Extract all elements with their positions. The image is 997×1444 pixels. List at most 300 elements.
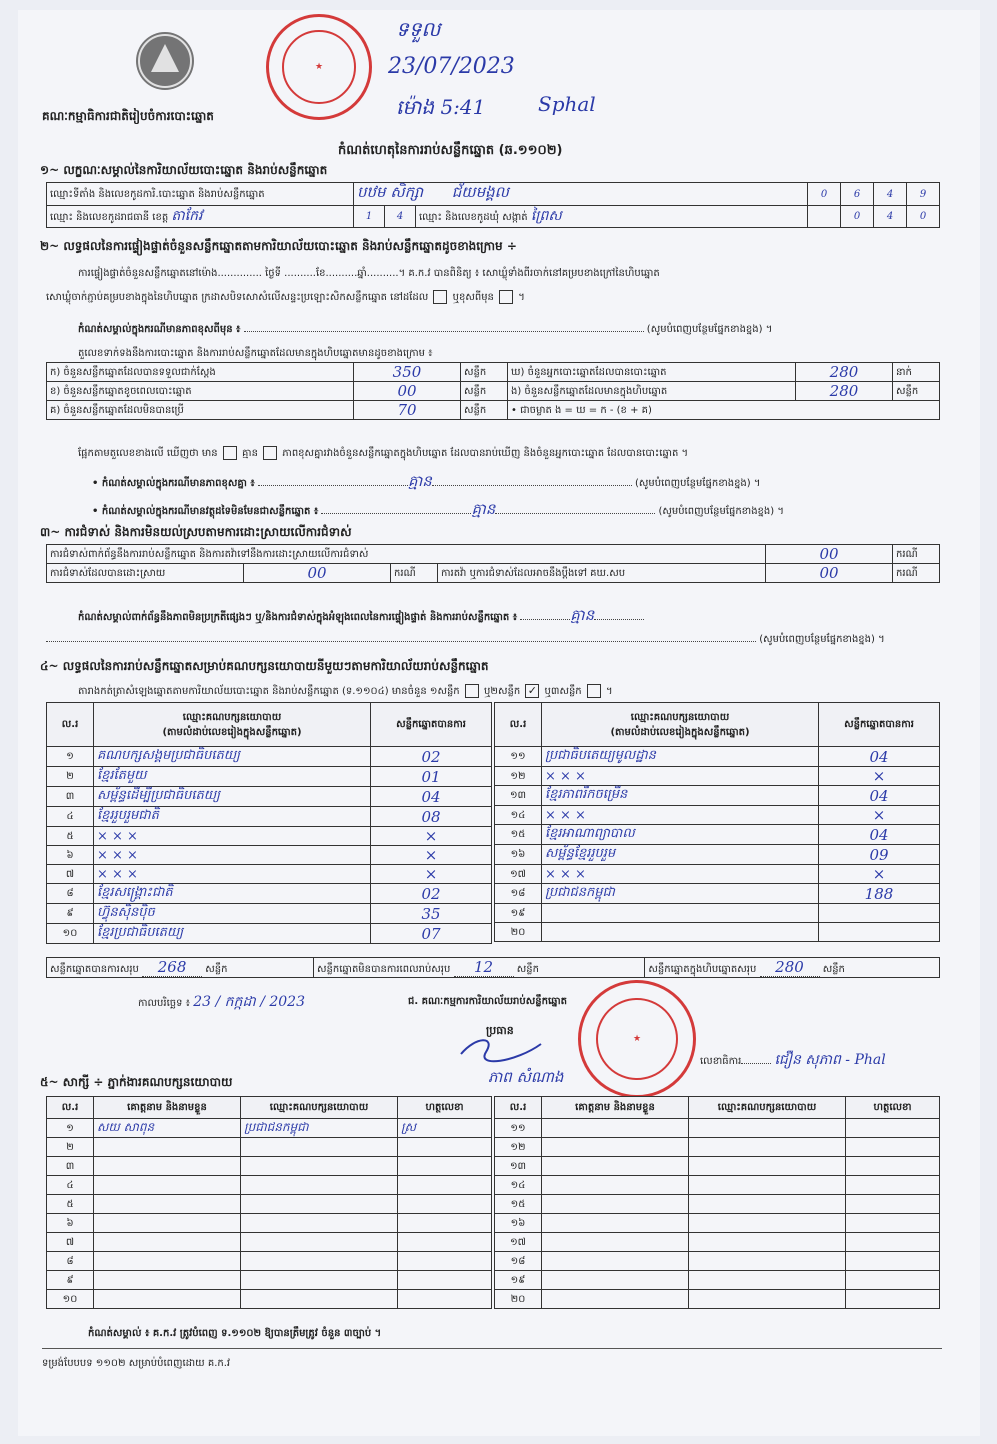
sec3-note-line xyxy=(46,632,956,647)
result-votes: 35 xyxy=(371,904,492,924)
fig-e-label: ង) ចំនួនសន្លឹកឆ្នោតដែលមានក្នុងហិបឆ្នោត xyxy=(508,382,796,401)
witness-signature[interactable] xyxy=(398,1290,492,1309)
witness-no: ១៥ xyxy=(495,1195,542,1214)
sec1-code3-1: 4 xyxy=(874,206,907,228)
witness-signature[interactable] xyxy=(398,1157,492,1176)
date-value: 23 / កក្កដា / 2023 xyxy=(193,994,305,1010)
result-party: ខ្មែរអាណាព្យាបាល xyxy=(542,825,819,845)
sec2-p2: សោឃ្លុំចាក់ភ្ជាប់គម្របខាងក្នុងនៃហិបឆ្នោត ក្រដាសបិទសោសំលើសន្ទះប្រឡោះសិកសន្លឹកឆ្នោត នៅដដែល xyxy=(46,292,429,303)
witness-row xyxy=(495,1290,940,1309)
sec1-code2-1: 4 xyxy=(385,206,416,228)
witness-row xyxy=(47,1138,492,1157)
fig-c-label: គ) ចំនួនសន្លឹកឆ្នោតដែលមិនបានប្រើ xyxy=(47,401,354,420)
witness-party[interactable] xyxy=(689,1119,846,1138)
witness-name[interactable] xyxy=(94,1290,241,1309)
footer-form: ទម្រង់បែបបទ ១១០២ សម្រាប់បំពេញដោយ គ.ក.វ xyxy=(42,1358,231,1369)
witness-party[interactable] xyxy=(689,1138,846,1157)
sec2-p3-wrap xyxy=(78,322,958,337)
checkbox-1-sheet[interactable] xyxy=(465,684,479,698)
witness-name[interactable] xyxy=(542,1252,689,1271)
result-row xyxy=(495,786,940,806)
footer-note: កំណត់សម្គាល់ ៖ គ.ក.វ ត្រូវបំពេញ ទ.១១០២ ឱ្យបានត្រឹមត្រូវ ចំនួន ៣ច្បាប់ ។ xyxy=(88,1328,382,1339)
witness-no: ១០ xyxy=(47,1290,94,1309)
witness-row xyxy=(47,1195,492,1214)
date-label: កាលបរិច្ឆេទ ៖ xyxy=(138,998,191,1009)
result-party: ខ្មែរភាពរីកចម្រើន xyxy=(542,786,819,806)
fig-a-label: ក) ចំនួនសន្លឹកឆ្នោតដែលបានទទួលជាក់ស្តែង xyxy=(47,363,354,382)
witness-name[interactable] xyxy=(542,1290,689,1309)
sec2-p2-or: ឬខុសពីមុន xyxy=(452,292,494,303)
result-party xyxy=(542,923,819,942)
secretary-name: ជឿន សុភាព - Phal xyxy=(774,1052,886,1068)
witness-right-h-party: ឈ្មោះគណបក្សនយោបាយ xyxy=(689,1097,846,1119)
chair-signature xyxy=(456,1034,546,1071)
sec3-r2-label: ការជំទាស់ដែលបានដោះស្រាយ xyxy=(47,564,244,583)
total-valid-label: សន្លឹកឆ្នោតបានការសរុប xyxy=(50,964,139,975)
witness-no: ៨ xyxy=(47,1252,94,1271)
checkbox-same[interactable] xyxy=(433,290,447,304)
result-no: ១២ xyxy=(495,767,542,786)
total-valid-unit: សន្លឹក xyxy=(205,964,228,975)
sec2-p3-end: (សូមបំពេញបន្ថែមផ្នែកខាងខ្នង) ។ xyxy=(646,324,773,335)
sec2-p5-b: គ្មាន xyxy=(242,448,258,459)
result-party: × × × xyxy=(542,865,819,884)
result-party: ប្រជាធិបតេយ្យមូលដ្ឋាន xyxy=(542,747,819,767)
witness-table-right xyxy=(494,1096,940,1309)
total-invalid-value: 12 xyxy=(454,958,514,977)
result-row xyxy=(47,924,492,944)
result-party: × × × xyxy=(94,846,371,865)
sec1-row1-label: ឈ្មោះទីតាំង និងលេខកូដការិ.បោះឆ្នោត និងរាប់សន្លឹកឆ្នោត xyxy=(47,183,354,206)
witness-signature[interactable] xyxy=(398,1233,492,1252)
witness-no: ២ xyxy=(47,1138,94,1157)
date-wrap xyxy=(138,992,305,1013)
chair-name: ភាព សំណាង xyxy=(488,1068,564,1086)
received-label: ទទួល xyxy=(396,17,441,41)
sec2-p1: ការផ្ទៀងផ្ទាត់ចំនួនសន្លឹកឆ្នោតនៅម៉ោង.............. ថ្ងៃទី ..........ខែ..........ឆ្នាំ..........។ គ.ក.វ បានពិនិត្យ ៖ សោឃ្លុំទាំងពីរចាក់នៅគម្របខាងក្រៅនៃហិបឆ្នោត xyxy=(78,268,660,279)
witness-signature[interactable] xyxy=(846,1252,940,1271)
result-party: សម្ព័ន្ធខ្មែររួបរួម xyxy=(542,845,819,865)
result-party: ខ្មែររួបរួមជាតិ xyxy=(94,807,371,827)
result-votes: 04 xyxy=(371,787,492,807)
witness-name[interactable] xyxy=(94,1214,241,1233)
result-votes: × xyxy=(371,846,492,865)
sec3-note-value: គ្មាន xyxy=(570,606,595,624)
witness-signature[interactable] xyxy=(846,1176,940,1195)
result-row xyxy=(47,865,492,884)
sec1-row1-value-a: បឋម សិក្សា xyxy=(357,183,424,201)
witness-signature[interactable]: ស្រ xyxy=(398,1119,492,1138)
result-no: ១៤ xyxy=(495,806,542,825)
sec3-note-wrap xyxy=(78,606,644,628)
witness-row xyxy=(495,1214,940,1233)
results-right-h-party-sub: (តាមលំដាប់លេខរៀងក្នុងសន្លឹកឆ្នោត) xyxy=(610,726,750,738)
sec1-code3-0: 0 xyxy=(841,206,874,228)
result-no: ១៩ xyxy=(495,904,542,923)
result-no: ៣ xyxy=(47,787,94,807)
result-row xyxy=(47,807,492,827)
footer-divider xyxy=(42,1348,942,1349)
result-no: ១៨ xyxy=(495,884,542,904)
witness-no: ៣ xyxy=(47,1157,94,1176)
committee-label: ជ. គណៈកម្មការការិយាល័យរាប់សន្លឹកឆ្នោត xyxy=(408,996,568,1007)
sec1-code3-2: 0 xyxy=(907,206,940,228)
result-votes xyxy=(819,904,940,923)
witness-signature[interactable] xyxy=(846,1157,940,1176)
sec2-figures-table xyxy=(46,362,940,420)
witness-name[interactable] xyxy=(94,1252,241,1271)
witness-left-h-no: ល.រ xyxy=(47,1097,94,1119)
result-votes: 07 xyxy=(371,924,492,944)
sec1-table xyxy=(46,182,940,228)
results-right-h-no: ល.រ xyxy=(495,703,542,747)
result-votes: 01 xyxy=(371,767,492,787)
sec2-note2: • កំណត់សម្គាល់ក្នុងករណីមានវត្ថុដទៃមិនមែនជាសន្លឹកឆ្នោត ៖ xyxy=(92,506,319,517)
results-right-h-votes: សន្លឹកឆ្នោតបានការ xyxy=(819,703,940,747)
result-row xyxy=(495,865,940,884)
sec1-row2-label: ឈ្មោះ និងលេខកូដរាជធានី ខេត្ត xyxy=(50,212,169,223)
witness-name[interactable] xyxy=(542,1157,689,1176)
witness-row xyxy=(495,1195,940,1214)
witness-party[interactable] xyxy=(689,1176,846,1195)
witness-no: ១៣ xyxy=(495,1157,542,1176)
result-no: ២ xyxy=(47,767,94,787)
result-row xyxy=(495,825,940,845)
results-left-h-no: ល.រ xyxy=(47,703,94,747)
sec2-note1-value: គ្មាន xyxy=(407,472,432,490)
result-row xyxy=(495,806,940,825)
sec2-p5: ផ្អែកតាមតួលេខខាងលើ ឃើញថា មាន xyxy=(78,448,218,459)
result-row xyxy=(495,884,940,904)
witness-no: ១ xyxy=(47,1119,94,1138)
result-row xyxy=(495,923,940,942)
witness-row xyxy=(47,1119,492,1138)
sec4-intro-wrap: តារាងកត់ត្រាសំឡេងឆ្នោតតាមការិយាល័យបោះឆ្នោត និងរាប់សន្លឹកឆ្នោត (ទ.១១០៤) មានចំនួន ១សន្លឹក ឬ២សន្លឹក ✓ ឬ៣សន្លឹក ។ xyxy=(78,684,613,697)
fig-c-value: 70 xyxy=(354,401,461,420)
sec4-opt2: ឬ២សន្លឹក xyxy=(484,686,521,697)
result-votes: 188 xyxy=(819,884,940,904)
result-row xyxy=(47,846,492,865)
fig-e-value: 280 xyxy=(796,382,893,401)
form-title: កំណត់ហេតុនៃការរាប់សន្លឹកឆ្នោត (ឆ.១១០២) xyxy=(338,143,563,158)
result-votes: 09 xyxy=(819,845,940,865)
sec3-r2-unit: ករណី xyxy=(391,564,438,583)
checkbox-no-diff[interactable] xyxy=(263,446,277,460)
witness-no: ១៧ xyxy=(495,1233,542,1252)
witness-party[interactable] xyxy=(241,1214,398,1233)
totals-table xyxy=(46,957,940,978)
chair-label: ប្រធាន xyxy=(486,1024,514,1037)
sec1-code1-1: 6 xyxy=(841,183,874,206)
results-right-h-party: ឈ្មោះគណបក្សនយោបាយ xyxy=(630,711,730,723)
result-no: ១៣ xyxy=(495,786,542,806)
sec1-code1-0: 0 xyxy=(808,183,841,206)
witness-row xyxy=(495,1119,940,1138)
result-row xyxy=(495,904,940,923)
witness-party[interactable] xyxy=(689,1195,846,1214)
witness-no: ៩ xyxy=(47,1271,94,1290)
received-sign: Sphal xyxy=(538,92,596,116)
sec1-row2-value-b: ព្រៃស xyxy=(530,208,562,224)
witness-name[interactable]: សយ សាពុន xyxy=(94,1119,241,1138)
witness-name[interactable] xyxy=(542,1138,689,1157)
sec2-title: ២~ លទ្ធផលនៃការផ្ទៀងផ្ទាត់ចំនួនសន្លឹកឆ្នោតតាមការិយាល័យបោះឆ្នោត និងរាប់សន្លឹកឆ្នោតដូចខាងក្រោម ÷ xyxy=(40,239,517,253)
result-party: × × × xyxy=(94,865,371,884)
witness-signature[interactable] xyxy=(398,1176,492,1195)
witness-no: ៤ xyxy=(47,1176,94,1195)
witness-party[interactable] xyxy=(241,1195,398,1214)
official-stamp-top: ★ xyxy=(266,14,372,120)
witness-party[interactable] xyxy=(241,1233,398,1252)
result-no: ២០ xyxy=(495,923,542,942)
witness-no: ១៤ xyxy=(495,1176,542,1195)
witness-signature[interactable] xyxy=(398,1138,492,1157)
result-no: ១៥ xyxy=(495,825,542,845)
results-left-h-party-sub: (តាមលំដាប់លេខរៀងក្នុងសន្លឹកឆ្នោត) xyxy=(162,726,302,738)
org-name: គណៈកម្មាធិការជាតិរៀបចំការបោះឆ្នោត xyxy=(42,109,214,123)
result-votes: × xyxy=(819,806,940,825)
result-party: គណបក្សសង្គមប្រជាធិបតេយ្យ xyxy=(94,747,371,767)
result-party: សម្ព័ន្ធដើម្បីប្រជាធិបតេយ្យ xyxy=(94,787,371,807)
sec3-note: កំណត់សម្គាល់ពាក់ព័ន្ធនឹងភាពមិនប្រក្រតីផ្សេងៗ ឬ/និងការជំទាស់ក្នុងអំឡុងពេលនៃការផ្ទៀងផ្ទាត់ និងការរាប់សន្លឹកឆ្នោត ៖ xyxy=(78,612,518,623)
total-invalid-unit: សន្លឹក xyxy=(516,964,539,975)
witness-row xyxy=(47,1271,492,1290)
witness-no: ១៩ xyxy=(495,1271,542,1290)
sec2-note1-end: (សូមបំពេញបន្ថែមផ្នែកខាងខ្នង) ។ xyxy=(634,478,761,489)
result-no: ១០ xyxy=(47,924,94,944)
witness-party[interactable] xyxy=(241,1157,398,1176)
result-no: ៦ xyxy=(47,846,94,865)
witness-party[interactable] xyxy=(689,1290,846,1309)
sec5-title: ៥~ សាក្សី ÷ ភ្នាក់ងារគណបក្សនយោបាយ xyxy=(40,1075,233,1089)
sec4-title: ៤~ លទ្ធផលនៃការរាប់សន្លឹកឆ្នោតសម្រាប់គណបក្សនយោបាយនីមួយៗតាមការិយាល័យរាប់សន្លឹកឆ្នោត xyxy=(40,659,489,673)
sec2-p3: កំណត់សម្គាល់ក្នុងករណីមានភាពខុសពីមុន ៖ xyxy=(78,324,241,335)
witness-table-left xyxy=(46,1096,492,1309)
checkbox-3-sheets[interactable] xyxy=(587,684,601,698)
result-votes: 02 xyxy=(371,747,492,767)
sec2-note2-value: គ្មាន xyxy=(471,500,496,518)
sec4-intro: តារាងកត់ត្រាសំឡេងឆ្នោតតាមការិយាល័យបោះឆ្នោត និងរាប់សន្លឹកឆ្នោត (ទ.១១០៤) មានចំនួន ១សន្លឹក xyxy=(78,686,460,697)
witness-signature[interactable] xyxy=(846,1271,940,1290)
witness-signature[interactable] xyxy=(846,1290,940,1309)
sec4-opt3: ឬ៣សន្លឹក xyxy=(544,686,582,697)
witness-signature[interactable] xyxy=(846,1195,940,1214)
result-no: ១ xyxy=(47,747,94,767)
sec3-table xyxy=(46,544,940,583)
witness-signature[interactable] xyxy=(846,1119,940,1138)
result-no: ៨ xyxy=(47,884,94,904)
result-party: ប្រជាជនកម្ពុជា xyxy=(542,884,819,904)
results-left-h-votes: សន្លឹកឆ្នោតបានការ xyxy=(371,703,492,747)
secretary-wrap xyxy=(700,1050,886,1071)
sec1-row1-value-b: ជ័យមង្គល xyxy=(451,183,509,201)
fig-d-unit: នាក់ xyxy=(893,363,940,382)
result-votes: × xyxy=(371,865,492,884)
witness-name[interactable] xyxy=(542,1195,689,1214)
result-votes: × xyxy=(819,767,940,786)
result-votes: 04 xyxy=(819,747,940,767)
witness-no: ១១ xyxy=(495,1119,542,1138)
result-row xyxy=(495,845,940,865)
witness-name[interactable] xyxy=(542,1119,689,1138)
witness-name[interactable] xyxy=(542,1176,689,1195)
fig-a-value: 350 xyxy=(354,363,461,382)
received-time: ម៉ោង 5:41 xyxy=(396,95,486,119)
secretary-label: លេខាធិការ xyxy=(700,1056,742,1067)
witness-row xyxy=(495,1157,940,1176)
result-no: ៥ xyxy=(47,827,94,846)
sec3-r2b-label: ការតវ៉ា ឬការជំទាស់ដែលអាចនឹងប្តឹងទៅ គឃ.សប xyxy=(438,564,766,583)
result-row xyxy=(495,747,940,767)
witness-row xyxy=(47,1290,492,1309)
witness-no: ១២ xyxy=(495,1138,542,1157)
result-row xyxy=(47,904,492,924)
result-party: × × × xyxy=(542,767,819,786)
witness-signature[interactable] xyxy=(398,1214,492,1233)
witness-signature[interactable] xyxy=(846,1214,940,1233)
result-votes: 08 xyxy=(371,807,492,827)
witness-row xyxy=(495,1176,940,1195)
sec3-r1-unit: ករណី xyxy=(893,545,940,564)
witness-name[interactable] xyxy=(94,1157,241,1176)
witness-right-h-name: គោត្តនាម និងនាមខ្លួន xyxy=(542,1097,689,1119)
witness-row xyxy=(47,1214,492,1233)
sec2-p5-c: ភាពខុសគ្នារវាងចំនួនសន្លឹកឆ្នោតក្នុងហិបឆ្នោត ដែលបានរាប់ឃើញ និងចំនួនអ្នកបោះឆ្នោត ដែលបានបោះឆ្នោត ។ xyxy=(282,448,689,459)
result-party: × × × xyxy=(542,806,819,825)
witness-right-h-sign: ហត្ថលេខា xyxy=(846,1097,940,1119)
witness-party[interactable] xyxy=(241,1252,398,1271)
witness-row xyxy=(47,1176,492,1195)
fig-e-unit: សន្លឹក xyxy=(893,382,940,401)
witness-name[interactable] xyxy=(94,1271,241,1290)
checkbox-has-diff[interactable] xyxy=(223,446,237,460)
witness-signature[interactable] xyxy=(846,1138,940,1157)
result-party: ខ្មែរប្រជាធិបតេយ្យ xyxy=(94,924,371,944)
witness-no: ៦ xyxy=(47,1214,94,1233)
form-page xyxy=(18,10,980,1436)
result-party: ខ្មែរតែមួយ xyxy=(94,767,371,787)
fig-b-unit: សន្លឹក xyxy=(461,382,508,401)
result-votes: 04 xyxy=(819,825,940,845)
witness-left-h-name: គោត្តនាម និងនាមខ្លួន xyxy=(94,1097,241,1119)
total-box-value: 280 xyxy=(760,958,820,977)
result-row xyxy=(495,767,940,786)
results-table-left xyxy=(46,702,492,944)
result-no: ៧ xyxy=(47,865,94,884)
result-party: ខ្មែរសង្គ្រោះជាតិ xyxy=(94,884,371,904)
result-votes: 04 xyxy=(819,786,940,806)
sec2-note1-wrap xyxy=(92,472,952,494)
result-no: ៩ xyxy=(47,904,94,924)
result-votes: 02 xyxy=(371,884,492,904)
sec2-p4: តួលេខទាក់ទងនឹងការបោះឆ្នោត និងការរាប់សន្លឹកឆ្នោតដែលមានក្នុងហិបឆ្នោតមានដូចខាងក្រោម ៖ xyxy=(78,348,433,359)
sec3-r2-value: 00 xyxy=(244,564,391,583)
total-valid-value: 268 xyxy=(142,958,202,977)
witness-no: ២០ xyxy=(495,1290,542,1309)
sec2-note1: • កំណត់សម្គាល់ក្នុងករណីមានភាពខុសគ្នា ៖ xyxy=(92,478,255,489)
witness-party[interactable] xyxy=(689,1233,846,1252)
witness-name[interactable] xyxy=(94,1138,241,1157)
fig-a-unit: សន្លឹក xyxy=(461,363,508,382)
witness-name[interactable] xyxy=(94,1176,241,1195)
result-no: ១៦ xyxy=(495,845,542,865)
sec2-note2-wrap xyxy=(92,500,952,522)
witness-party[interactable] xyxy=(241,1176,398,1195)
result-row xyxy=(47,747,492,767)
result-row xyxy=(47,884,492,904)
result-votes: × xyxy=(819,865,940,884)
sec1-title: ១~ លក្ខណៈសម្គាល់នៃការិយាល័យបោះឆ្នោត និងរាប់សន្លឹកឆ្នោត xyxy=(40,163,328,177)
sec3-note-end: (សូមបំពេញបន្ថែមផ្នែកខាងខ្នង) ។ xyxy=(759,634,885,645)
sec3-r1-value: 00 xyxy=(766,545,893,564)
checkbox-different[interactable] xyxy=(499,290,513,304)
sec1-code2-0: 1 xyxy=(354,206,385,228)
sec3-r1-label: ការជំទាស់ពាក់ព័ន្ធនឹងការរាប់សន្លឹកឆ្នោត និងការតវ៉ាទៅនឹងការដោះស្រាយលើការជំទាស់ xyxy=(47,545,766,564)
total-box-unit: សន្លឹក xyxy=(822,964,845,975)
witness-no: ១៦ xyxy=(495,1214,542,1233)
sec3-title: ៣~ ការជំទាស់ និងការមិនយល់ស្របតាមការដោះស្រាយលើការជំទាស់ xyxy=(40,525,352,539)
witness-name[interactable] xyxy=(542,1214,689,1233)
witness-signature[interactable] xyxy=(846,1233,940,1252)
fig-b-value: 00 xyxy=(354,382,461,401)
result-votes xyxy=(819,923,940,942)
witness-party[interactable] xyxy=(689,1271,846,1290)
checkbox-2-sheets[interactable]: ✓ xyxy=(525,684,539,698)
witness-signature[interactable] xyxy=(398,1252,492,1271)
result-party: ហ៊្វុនស៊ិនប៉ិច xyxy=(94,904,371,924)
witness-party[interactable] xyxy=(241,1271,398,1290)
witness-left-h-party: ឈ្មោះគណបក្សនយោបាយ xyxy=(241,1097,398,1119)
total-box-label: សន្លឹកឆ្នោតក្នុងហិបឆ្នោតសរុប xyxy=(648,964,757,975)
witness-party[interactable] xyxy=(689,1157,846,1176)
witness-row xyxy=(495,1271,940,1290)
witness-row xyxy=(47,1233,492,1252)
fig-b-label: ខ) ចំនួនសន្លឹកឆ្នោតខូចពេលបោះឆ្នោត xyxy=(47,382,354,401)
result-party: × × × xyxy=(94,827,371,846)
sec3-r2b-value: 00 xyxy=(766,564,893,583)
witness-signature[interactable] xyxy=(398,1195,492,1214)
sec1-row2-label-b: ឈ្មោះ និងលេខកូដឃុំ សង្កាត់ xyxy=(419,212,528,223)
total-invalid-label: សន្លឹកឆ្នោតមិនបានការពេលរាប់សរុប xyxy=(317,964,451,975)
witness-party[interactable] xyxy=(241,1138,398,1157)
witness-signature[interactable] xyxy=(398,1271,492,1290)
witness-name[interactable] xyxy=(542,1271,689,1290)
witness-party[interactable] xyxy=(689,1214,846,1233)
sec1-row2-value: តាកែវ xyxy=(171,208,203,224)
sec1-code1-2: 4 xyxy=(874,183,907,206)
witness-row xyxy=(495,1138,940,1157)
witness-name[interactable] xyxy=(94,1233,241,1252)
fig-c-unit: សន្លឹក xyxy=(461,401,508,420)
witness-party[interactable] xyxy=(241,1290,398,1309)
sec2-p5-wrap xyxy=(78,446,688,461)
witness-name[interactable] xyxy=(94,1195,241,1214)
witness-row xyxy=(495,1252,940,1271)
result-row xyxy=(47,767,492,787)
nec-logo xyxy=(136,32,194,90)
result-no: ១១ xyxy=(495,747,542,767)
witness-row xyxy=(47,1252,492,1271)
results-table-right xyxy=(494,702,940,942)
witness-party[interactable] xyxy=(689,1252,846,1271)
witness-no: ១៨ xyxy=(495,1252,542,1271)
sec2-p2-wrap: សោឃ្លុំចាក់ភ្ជាប់គម្របខាងក្នុងនៃហិបឆ្នោត ក្រដាសបិទសោសំលើសន្ទះប្រឡោះសិកសន្លឹកឆ្នោត នៅដដែល ឬខុសពីមុន ។ xyxy=(46,292,525,303)
result-no: ១៧ xyxy=(495,865,542,884)
witness-name[interactable] xyxy=(542,1233,689,1252)
witness-right-h-no: ល.រ xyxy=(495,1097,542,1119)
witness-party[interactable]: ប្រជាជនកម្ពុជា xyxy=(241,1119,398,1138)
sec1-code1-3: 9 xyxy=(907,183,940,206)
